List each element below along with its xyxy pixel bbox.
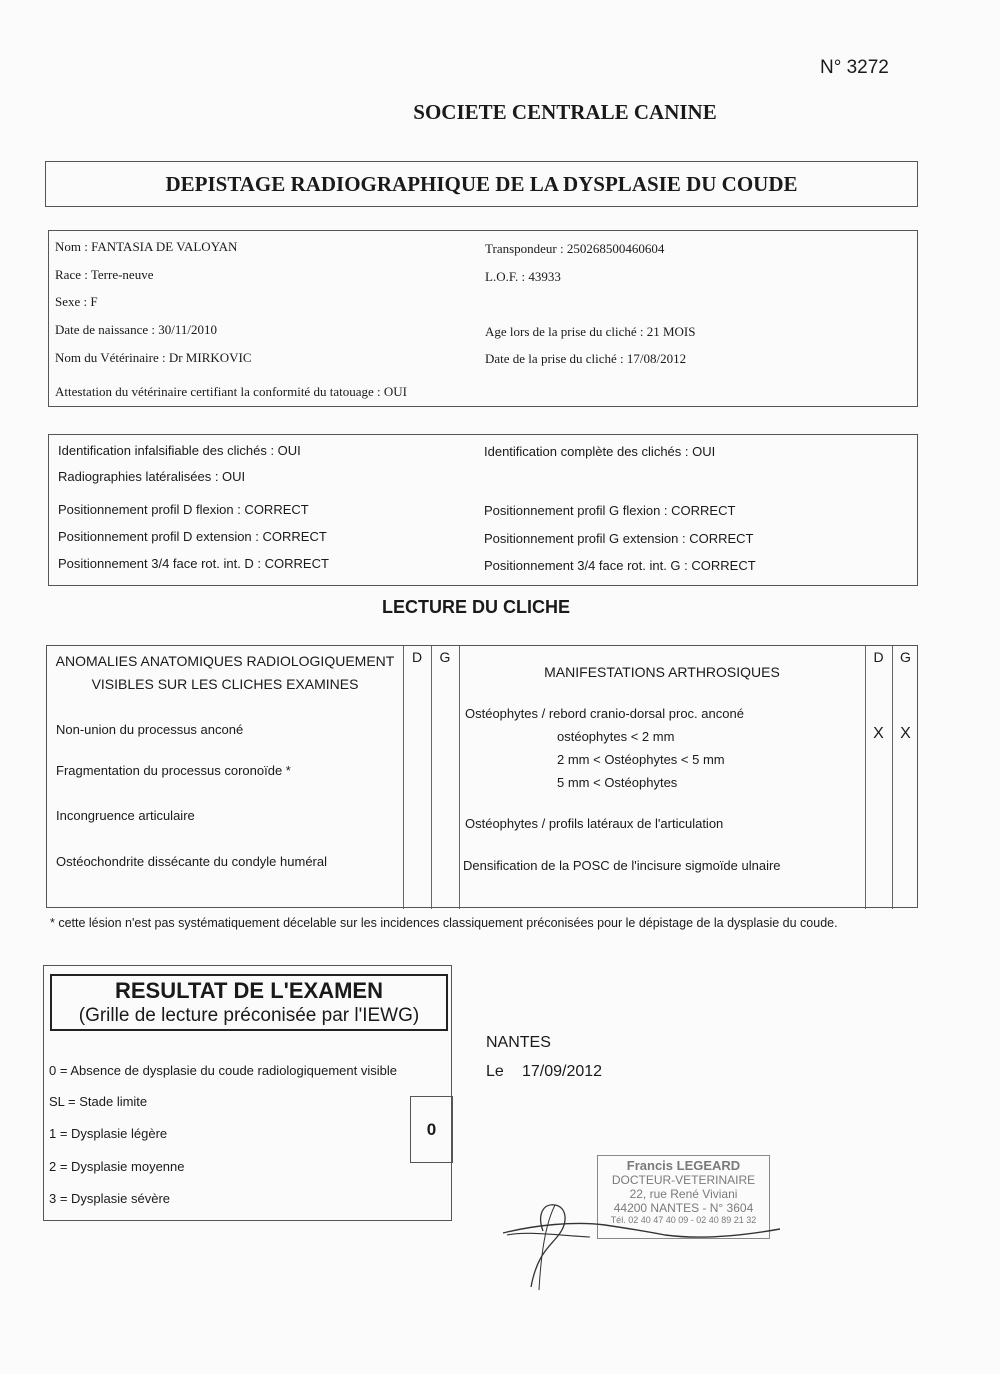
xray-date: Date de la prise du cliché : 17/08/2012 [485, 351, 687, 366]
col-sep-dg-left [431, 646, 432, 909]
mark-g-lt-2mm: X [900, 725, 911, 742]
osteophytes-rebord: Ostéophytes / rebord cranio-dorsal proc. anconé [465, 706, 744, 721]
osteophytes-gt-5mm: 5 mm < Ostéophytes [557, 775, 678, 790]
lecture-table [46, 645, 918, 908]
signature-date: 17/09/2012 [522, 1063, 603, 1080]
stamp-name: Francis LEGEARD [626, 1158, 741, 1173]
position-d-extension: Positionnement profil D extension : CORRECT [58, 529, 327, 544]
resultat-subtitle: (Grille de lecture préconisée par l'IEWG) [78, 1005, 420, 1026]
position-g-extension: Positionnement profil G extension : CORRECT [484, 531, 754, 546]
grade-2: 2 = Dysplasie moyenne [49, 1159, 185, 1174]
grade-3: 3 = Dysplasie sévère [49, 1191, 171, 1206]
identification-complete: Identification complète des clichés : OUI [484, 444, 716, 459]
col-g2-header: G [900, 649, 911, 665]
col-sep-g-right [459, 646, 460, 909]
osteophytes-2-5mm: 2 mm < Ostéophytes < 5 mm [557, 752, 725, 767]
position-g-flexion: Positionnement profil G flexion : CORRECT [484, 503, 736, 518]
lecture-heading: LECTURE DU CLICHE [382, 597, 570, 617]
dog-name: Nom : FANTASIA DE VALOYAN [55, 239, 238, 254]
anomaly-incongruence: Incongruence articulaire [56, 808, 195, 823]
resultat-value-box [410, 1096, 453, 1163]
col-g-header: G [439, 649, 451, 665]
veterinarian-name: Nom du Vétérinaire : Dr MIRKOVIC [55, 350, 252, 365]
col-sep-d2-left [865, 646, 866, 909]
age-at-xray: Age lors de la prise du cliché : 21 MOIS [485, 324, 696, 339]
grade-0: 0 = Absence de dysplasie du coude radiologiquement visible [49, 1063, 397, 1078]
tattoo-attestation: Attestation du vétérinaire certifiant la conformité du tatouage : OUI [55, 384, 407, 399]
grade-sl: SL = Stade limite [49, 1094, 148, 1109]
col-d-header: D [411, 649, 423, 665]
anomalies-header-line1: ANOMALIES ANATOMIQUES RADIOLOGIQUEMENT [55, 653, 395, 669]
position-d-flexion: Positionnement profil D flexion : CORRECT [58, 502, 309, 517]
footnote: * cette lésion n'est pas systématiquement décelable sur les incidences classiquement préconisées pour le dépistage de la dysplasie du coude. [50, 916, 838, 930]
page-title: DEPISTAGE RADIOGRAPHIQUE DE LA DYSPLASIE DU COUDE [165, 172, 798, 196]
stamp-city: 44200 NANTES - N° 3604 [613, 1201, 754, 1215]
osteophytes-lt-2mm: ostéophytes < 2 mm [557, 729, 675, 744]
col-sep-dg2 [892, 646, 893, 909]
signature-le: Le [486, 1063, 504, 1080]
title-box [45, 161, 918, 207]
identification-box [48, 434, 918, 586]
position-g-face: Positionnement 3/4 face rot. int. G : CORRECT [484, 558, 756, 573]
manifestations-header: MANIFESTATIONS ARTHROSIQUES [544, 664, 780, 680]
osteophytes-lateraux: Ostéophytes / profils latéraux de l'articulation [465, 816, 724, 831]
document-number: N° 3272 [820, 57, 889, 78]
anomalies-header-line2: VISIBLES SUR LES CLICHES EXAMINES [91, 676, 359, 692]
anomaly-non-union: Non-union du processus anconé [56, 722, 244, 737]
handwritten-signature [495, 1195, 785, 1295]
transponder: Transpondeur : 250268500460604 [485, 241, 665, 256]
resultat-title: RESULTAT DE L'EXAMEN [114, 978, 383, 1003]
dog-info-box [48, 230, 918, 407]
lof-number: L.O.F. : 43933 [485, 269, 561, 284]
resultat-box [43, 965, 452, 1221]
grade-1: 1 = Dysplasie légère [49, 1126, 168, 1141]
organization-title: SOCIETE CENTRALE CANINE [413, 100, 717, 124]
signature-city: NANTES [486, 1034, 551, 1051]
stamp-street: 22, rue René Viviani [629, 1187, 738, 1201]
dog-sexe: Sexe : F [55, 294, 98, 309]
stamp-title: DOCTEUR-VETERINAIRE [611, 1173, 756, 1187]
identification-infalsifiable: Identification infalsifiable des clichés : OUI [58, 443, 301, 458]
anomaly-osteochondrite: Ostéochondrite dissécante du condyle huméral [56, 854, 327, 869]
anomaly-fragmentation: Fragmentation du processus coronoïde * [56, 763, 291, 778]
resultat-title-box [50, 974, 448, 1031]
mark-d-lt-2mm: X [873, 725, 884, 742]
col-d2-header: D [873, 649, 884, 665]
position-d-face: Positionnement 3/4 face rot. int. D : CORRECT [58, 556, 329, 571]
densification-posc: Densification de la POSC de l'incisure sigmoïde ulnaire [463, 858, 781, 873]
resultat-value: 0 [426, 1120, 437, 1139]
stamp-tel: Tél. 02 40 47 40 09 - 02 40 89 21 32 [610, 1215, 757, 1225]
dog-birthdate: Date de naissance : 30/11/2010 [55, 322, 217, 337]
dog-race: Race : Terre-neuve [55, 267, 154, 282]
radiographies-lateralisees: Radiographies latéralisées : OUI [58, 469, 246, 484]
col-sep-d-left [403, 646, 404, 909]
